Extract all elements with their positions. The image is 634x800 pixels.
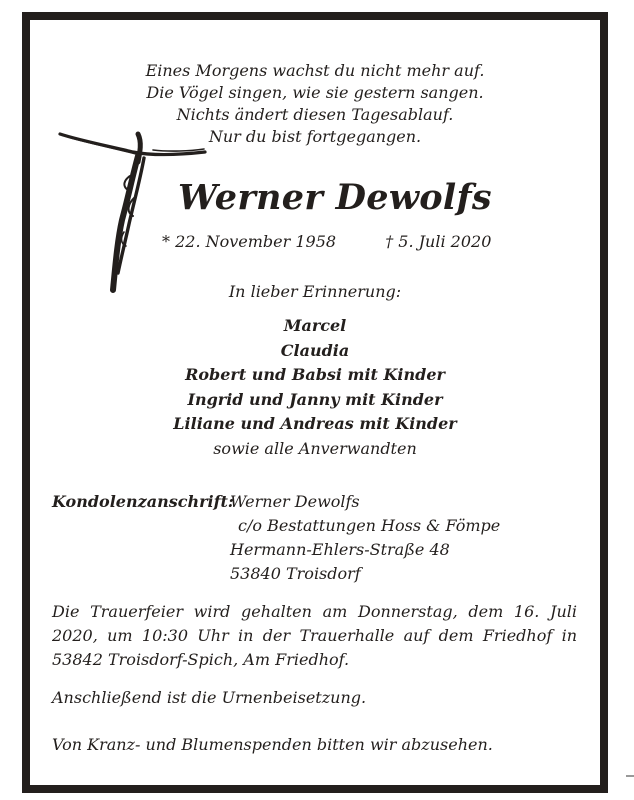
poem-line: Nichts ändert diesen Tagesablauf.: [176, 105, 454, 124]
condolence-label: Kondolenzanschrift:: [52, 492, 234, 511]
flowers-note: Von Kranz- und Blumenspenden bitten wir abzusehen.: [52, 735, 493, 754]
address-block: [230, 490, 500, 586]
family-member: Ingrid und Janny mit Kinder: [187, 389, 443, 409]
address-line: c/o Bestattungen Hoss & Fömpe: [238, 516, 501, 535]
address-line: Werner Dewolfs: [230, 492, 360, 511]
family-member: Claudia: [280, 340, 350, 360]
urn-burial-text: Anschließend ist die Urnenbeisetzung.: [52, 688, 367, 707]
edge-mark: [626, 775, 634, 777]
poem-line: Eines Morgens wachst du nicht mehr auf.: [145, 61, 485, 80]
address-line: 53840 Troisdorf: [230, 564, 361, 583]
family-member: Liliane und Andreas mit Kinder: [173, 414, 457, 433]
condolence-address: [52, 490, 501, 583]
address-line: Hermann-Ehlers-Straße 48: [230, 540, 450, 559]
family-list: [30, 314, 600, 461]
deceased-name: Werner Dewolfs: [178, 177, 492, 218]
life-dates: [162, 232, 491, 251]
memory-heading: In lieber Erinnerung:: [228, 282, 402, 301]
poem-line: Nur du bist fortgegangen.: [208, 127, 422, 146]
ceremony-text: Die Trauerfeier wird gehalten am Donnerstag, dem 16. Juli 2020, um 10:30 Uhr in der Trauerhalle auf dem Friedhof in 53842 Troisdorf-Spich, Am Friedhof.: [52, 602, 577, 669]
family-member: Marcel: [283, 316, 347, 335]
relatives-line: sowie alle Anverwandten: [213, 438, 417, 458]
death-date: † 5. Juli 2020: [385, 232, 492, 251]
family-member: Robert und Babsi mit Kinder: [185, 365, 445, 384]
birth-date: * 22. November 1958: [162, 232, 337, 251]
poem-line: Die Vögel singen, wie sie gestern sangen.: [146, 83, 484, 102]
obituary-frame: [22, 12, 608, 793]
